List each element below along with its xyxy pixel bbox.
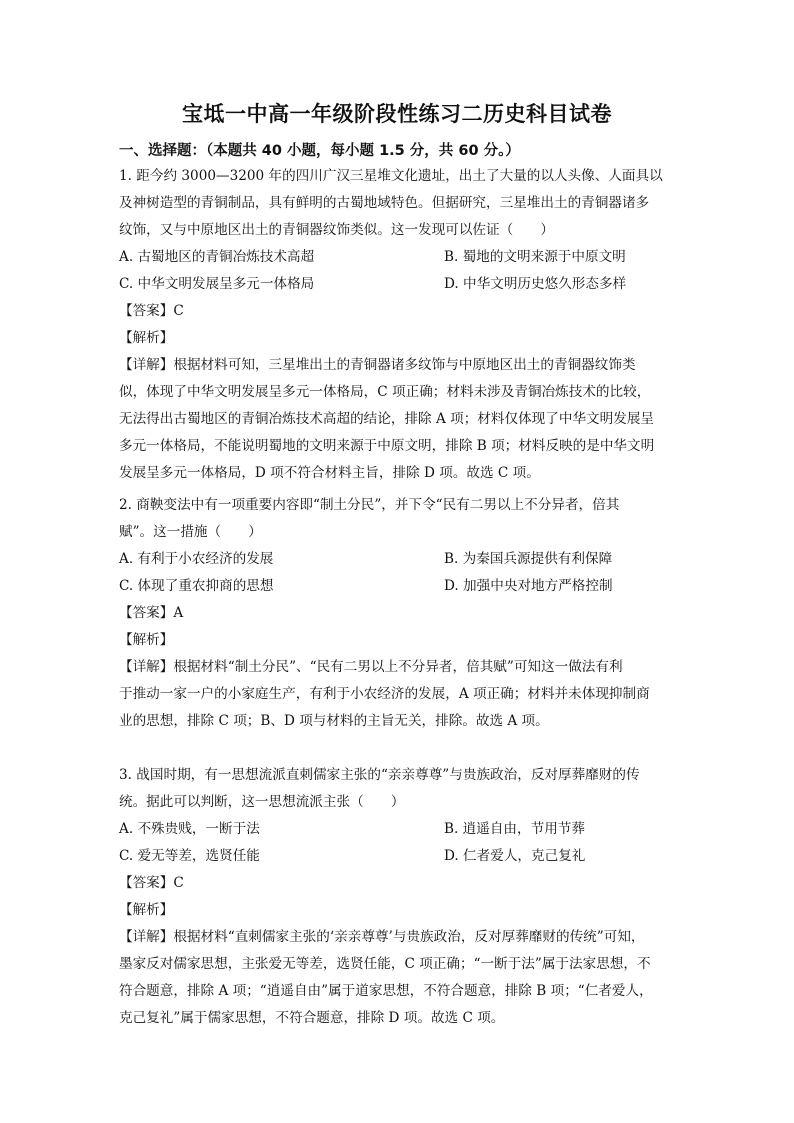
option-c: C. 体现了重农抑商的思想 — [119, 578, 274, 594]
question-2 — [119, 492, 674, 735]
option-b: B. 蜀地的文明来源于中原文明 — [444, 249, 626, 265]
option-d: D. 中华文明历史悠久形态多样 — [444, 276, 627, 292]
detail-line: 墨家反对儒家思想，主张爱无等差，选贤任能，C 项正确；“一断于法”属于法家思想，不 — [119, 956, 651, 972]
question-stem-line: 3. 战国时期，有一思想流派直刺儒家主张的“亲亲尊尊”与贵族政治，反对厚葬靡财的传 — [119, 767, 640, 783]
detail-line: 业的思想，排除 C 项；B、D 项与材料的主旨无关，排除。故选 A 项。 — [119, 713, 549, 729]
options-row — [119, 816, 674, 843]
detail-line: 【详解】根据材料可知，三星堆出土的青铜器诸多纹饰与中原地区出土的青铜器纹饰类 — [119, 357, 636, 373]
answer-label: 【答案】A — [119, 605, 184, 621]
option-a: A. 古蜀地区的青铜冶炼技术高超 — [119, 249, 315, 265]
question-stem-line: 赋”。这一措施（ ） — [119, 524, 262, 540]
detail-line: 【详解】根据材料“制土分民”、“民有二男以上不分异者，倍其赋”可知这一做法有利 — [119, 659, 623, 675]
answer-label: 【答案】C — [119, 875, 184, 891]
analysis-label: 【解析】 — [119, 330, 174, 346]
option-d: D. 仁者爱人，克己复礼 — [444, 848, 586, 864]
question-stem-line: 统。据此可以判断，这一思想流派主张（ ） — [119, 794, 405, 810]
question-stem-line: 2. 商鞅变法中有一项重要内容即“制土分民”，并下令“民有二男以上不分异者，倍其 — [119, 497, 620, 513]
options-row — [119, 573, 674, 600]
detail-line: 符合题意，排除 A 项；“逍遥自由”属于道家思想，不符合题意，排除 B 项；“仁者爱人， — [119, 983, 653, 999]
option-b: B. 为秦国兵源提供有利保障 — [444, 551, 613, 567]
question-stem-line: 及神树造型的青铜制品，具有鲜明的古蜀地域特色。但据研究，三星堆出土的青铜器诸多 — [119, 195, 650, 211]
question-3 — [119, 762, 674, 1032]
option-c: C. 中华文明发展呈多元一体格局 — [119, 276, 315, 292]
option-a: A. 有利于小农经济的发展 — [119, 551, 274, 567]
detail-line: 【详解】根据材料“直刺儒家主张的‘亲亲尊尊’与贵族政治，反对厚葬靡财的传统”可知， — [119, 929, 645, 945]
option-b: B. 逍遥自由，节用节葬 — [444, 821, 585, 837]
question-stem-line: 1. 距今约 3000—3200 年的四川广汉三星堆文化遗址，出土了大量的以人头像、人面具以 — [119, 168, 663, 184]
detail-line: 多元一体格局，不能说明蜀地的文明来源于中原文明，排除 B 项；材料反映的是中华文明 — [119, 438, 655, 454]
question-stem-line: 纹饰，又与中原地区出土的青铜器纹饰类似。这一发现可以佐证（ ） — [119, 222, 554, 238]
options-row — [119, 244, 674, 271]
options-row — [119, 271, 674, 298]
detail-line: 发展呈多元一体格局，D 项不符合材料主旨，排除 D 项。故选 C 项。 — [119, 465, 540, 481]
analysis-label: 【解析】 — [119, 632, 174, 648]
detail-line: 于推动一家一户的小家庭生产，有利于小农经济的发展，A 项正确；材料并未体现抑制商 — [119, 686, 650, 702]
section-heading: 一、选择题：（本题共 40 小题，每小题 1.5 分，共 60 分。） — [119, 143, 520, 159]
option-a: A. 不殊贵贱，一断于法 — [119, 821, 260, 837]
option-d: D. 加强中央对地方严格控制 — [444, 578, 613, 594]
detail-line: 克己复礼”属于儒家思想，不符合题意，排除 D 项。故选 C 项。 — [119, 1010, 505, 1026]
option-c: C. 爱无等差，选贤任能 — [119, 848, 260, 864]
options-row — [119, 843, 674, 870]
page-title: 宝坻一中高一年级阶段性练习二历史科目试卷 — [182, 102, 612, 126]
detail-line: 似，体现了中华文明发展呈多元一体格局，C 项正确；材料未涉及青铜冶炼技术的比较， — [119, 384, 651, 400]
detail-line: 无法得出古蜀地区的青铜冶炼技术高超的结论，排除 A 项；材料仅体现了中华文明发展呈 — [119, 411, 655, 427]
question-1 — [119, 163, 674, 487]
options-row — [119, 546, 674, 573]
analysis-label: 【解析】 — [119, 902, 174, 918]
answer-label: 【答案】C — [119, 303, 184, 319]
